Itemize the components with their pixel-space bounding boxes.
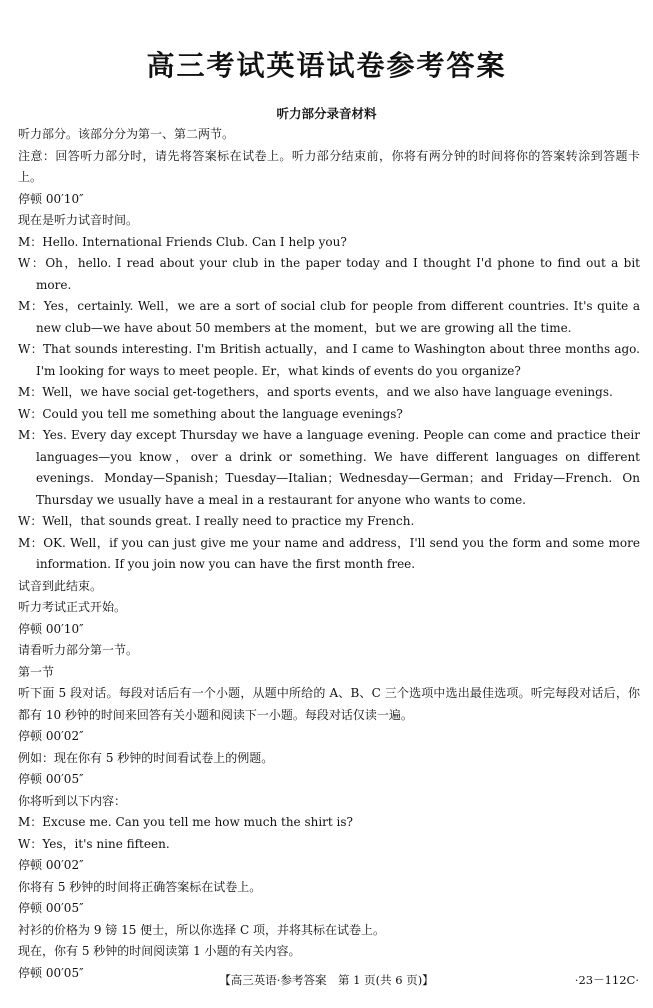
pause-marker: 停顿 00′05″ — [18, 965, 84, 980]
dialogue-line: W：That sounds interesting. I'm British actually，and I came to Washington about three months ago. I'm looking for ways to meet people. Er，what kinds of events do you organize? — [18, 342, 640, 378]
footer-exam-code: ·23－112C· — [574, 973, 639, 987]
dialogue-line: W：Oh，hello. I read about your club in the paper today and I thought I'd phone to find out a bit more. — [18, 256, 640, 292]
section-subtitle: 听力部分录音材料 — [276, 106, 377, 121]
text-line: 例如：现在你有 5 秒钟的时间看试卷上的例题。 — [18, 750, 274, 765]
text-line: 你将有 5 秒钟的时间将正确答案标在试卷上。 — [18, 879, 262, 894]
dialogue-line: M：Yes，certainly. Well，we are a sort of social club for people from different countries. It's quite a new club—we have about 50 members at the moment，but we are growing all the time. — [18, 299, 640, 335]
page-footer — [0, 972, 653, 992]
instruction-paragraph: 注意：回答听力部分时，请先将答案标在试卷上。听力部分结束前，你将有两分钟的时间将你的答案转涂到答题卡上。 — [18, 148, 640, 184]
pause-marker: 停顿 00′10″ — [18, 191, 84, 206]
pause-marker: 停顿 00′05″ — [18, 772, 84, 786]
text-line: 你将听到以下内容： — [18, 793, 127, 808]
dialogue-line: M：OK. Well，if you can just give me your name and address，I'll send you the form and some more information. If you join now you can have the first month free. — [18, 535, 640, 571]
footer-page-info: 【高三英语·参考答案 第 1 页(共 6 页)】 — [219, 973, 434, 987]
pause-marker: 停顿 00′02″ — [18, 858, 84, 872]
dialogue-line: M：Yes. Every day except Thursday we have a language evening. People can come and practice their languages—you know，over a drink or something. We have different languages on different evenings. Monday—Spanish；Tuesday—Italian；Wednesday—German；and Friday—French. On Thursday we usually have a meal in a restaurant for anyone who wants to come. — [18, 428, 640, 507]
section-heading: 第一节 — [18, 664, 55, 679]
transcript-body — [18, 124, 640, 984]
dialogue-line: W：Could you tell me something about the language evenings? — [18, 406, 403, 421]
text-line: 请看听力部分第一节。 — [18, 643, 139, 657]
text-line: 听力部分。该部分分为第一、第二两节。 — [18, 127, 235, 141]
dialogue-line: W：Well，that sounds great. I really need to practice my French. — [18, 514, 415, 528]
dialogue-line: M：Well，we have social get-togethers，and sports events，and we also have language evenings. — [18, 385, 613, 399]
text-line: 现在是听力试音时间。 — [18, 213, 139, 227]
text-line: 听力考试正式开始。 — [18, 600, 127, 614]
dialogue-line: M：Hello. International Friends Club. Can I help you? — [18, 234, 347, 249]
pause-marker: 停顿 00′10″ — [18, 621, 84, 636]
text-line: 衬衫的价格为 9 镑 15 便士，所以你选择 C 项，并将其标在试卷上。 — [18, 922, 385, 937]
dialogue-line: W：Yes，it's nine fifteen. — [18, 836, 170, 851]
text-line: 现在，你有 5 秒钟的时间阅读第 1 小题的有关内容。 — [18, 944, 301, 958]
text-line: 试音到此结束。 — [18, 578, 103, 593]
instruction-paragraph: 听下面 5 段对话。每段对话后有一个小题，从题中所给的 A、B、C 三个选项中选出最佳选项。听完每段对话后，你都有 10 秒钟的时间来回答有关小题和阅读下一小题。每段对话仅读一遍。 — [18, 686, 640, 722]
pause-marker: 停顿 00′05″ — [18, 901, 84, 915]
pause-marker: 停顿 00′02″ — [18, 729, 84, 743]
document-title: 高三考试英语试卷参考答案 — [146, 49, 507, 82]
dialogue-line: M：Excuse me. Can you tell me how much the shirt is? — [18, 815, 353, 829]
